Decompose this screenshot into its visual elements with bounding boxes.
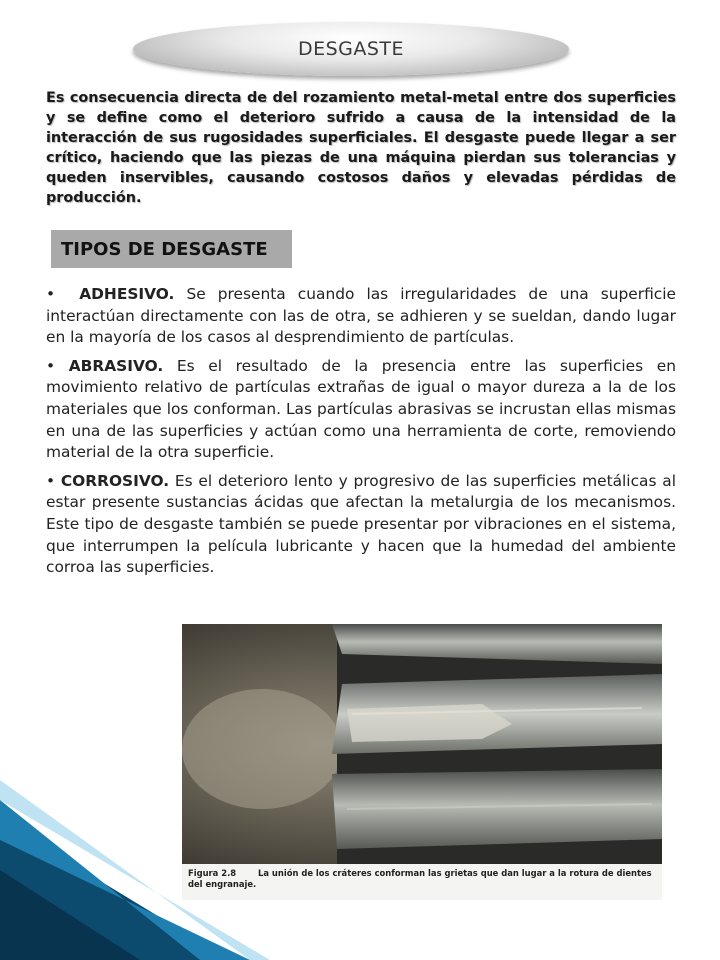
page-title: DESGASTE bbox=[297, 38, 405, 60]
figure-caption-text: La unión de los cráteres conforman las grietas que dan lugar a la rotura de dientes del engranaje. bbox=[188, 868, 652, 889]
gear-photo bbox=[182, 624, 662, 900]
wear-type-text: Es el deterioro lento y progresivo de las superficies metálicas al estar presente sustancias ácidas que afectan la metalurgia de los mecanismos. Este tipo de desgaste también se puede presentar por vibraciones en el sistema, que interrumpen la película lubricante y hacen que la humedad del ambiente corroa las superficies. bbox=[46, 471, 676, 577]
wear-type-name: ABRASIVO. bbox=[68, 356, 164, 375]
title-banner bbox=[133, 22, 569, 76]
section-title: TIPOS DE DESGASTE bbox=[61, 238, 268, 260]
intro-paragraph: Es consecuencia directa de del rozamiento metal-metal entre dos superficies y se define como el deterioro sufrido a causa de la intensidad de la interacción de sus rugosidades superficiales. El desgaste puede llegar a ser crítico, haciendo que las piezas de una máquina pierdan sus tolerancias y queden inservibles, causando costosos daños y elevadas pérdidas de producción. bbox=[46, 90, 676, 206]
gear-damage-image bbox=[182, 624, 662, 864]
bullet: • bbox=[46, 471, 56, 490]
wear-type-text: Es el resultado de la presencia entre las superficies en movimiento relativo de partículas extrañas de igual o mayor dureza a la de los materiales que los conforman. Las partículas abrasivas se incrustan ellas mismas en una de las superficies y actúan como una herramienta de corte, removiendo material de la otra superficie. bbox=[46, 356, 676, 462]
bullet: • bbox=[46, 356, 56, 375]
wear-type-name: CORROSIVO. bbox=[60, 471, 170, 490]
wear-type-abrasive bbox=[46, 356, 676, 464]
figure-caption bbox=[188, 868, 658, 890]
figure-label: Figura 2.8 bbox=[188, 868, 237, 878]
wear-type-text: Se presenta cuando las irregularidades de una superficie interactúan directamente con las de otra, se adhieren y se sueldan, dando lugar en la mayoría de los casos al desprendimiento de partículas. bbox=[46, 285, 677, 347]
bullet: • bbox=[46, 285, 56, 303]
wear-type-corrosive bbox=[46, 471, 676, 579]
section-header bbox=[51, 230, 292, 268]
wear-type-name: ADHESIVO. bbox=[79, 285, 175, 303]
wear-type-adhesive bbox=[46, 284, 676, 349]
wear-types-list bbox=[46, 284, 676, 586]
